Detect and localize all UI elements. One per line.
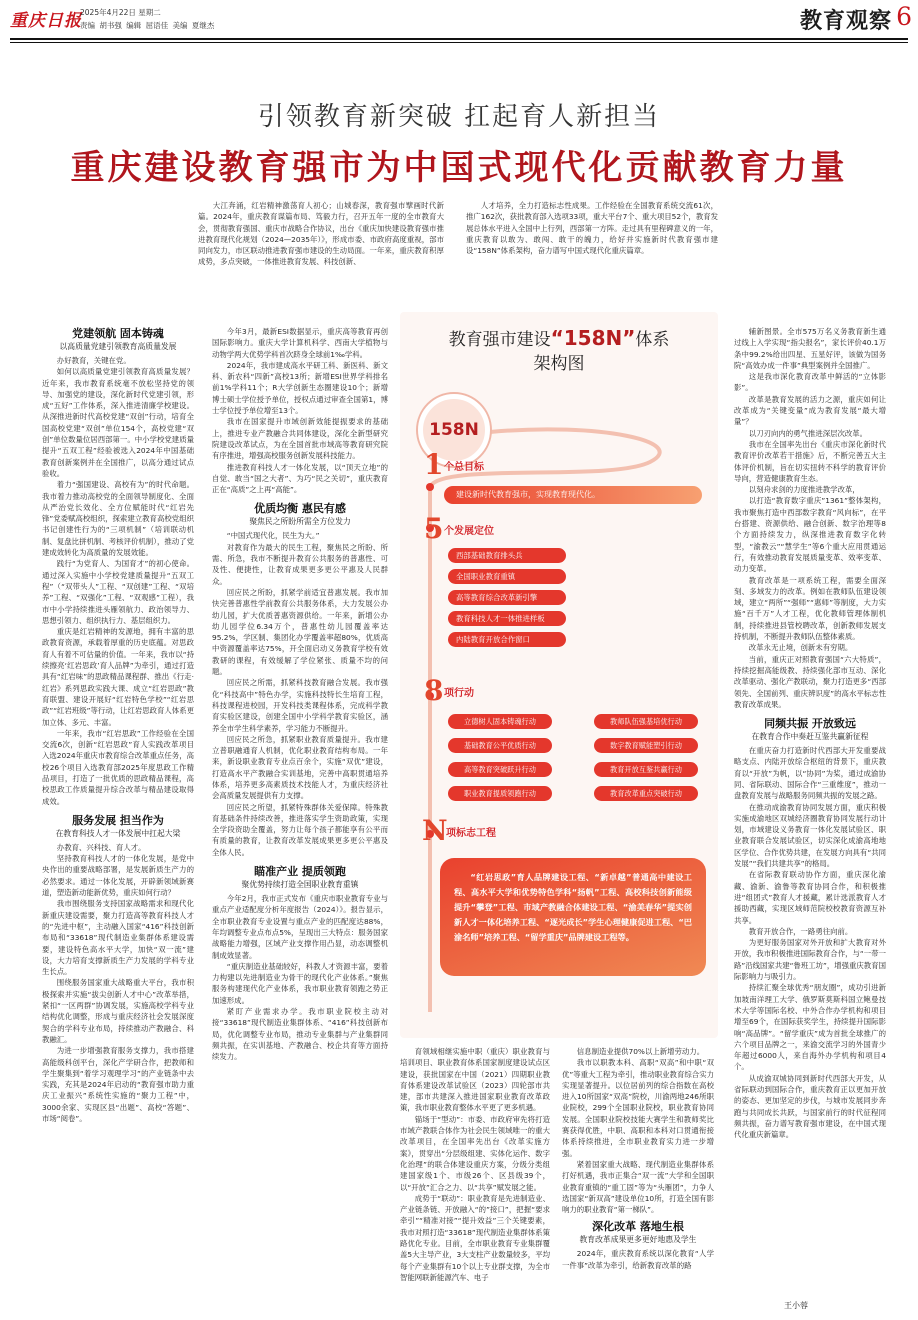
projects-box <box>440 858 706 976</box>
positioning-item: 内陆教育开放合作窗口 <box>448 632 566 647</box>
paragraph: 一年来，我市“红岩思政”工作经验在全国交流6次，创新“红岩思政”育人实践改革项目入选2024年重庆市教育综合改革重点任务，高校26个项目入选教育部2025年度思政工作精品项目，打造了一批优质的思政精品课程，高校思政工作质量提升综合改革与精品建设取得成效。 <box>42 728 194 806</box>
paragraph: 成势于“联动”：职业教育是先进制造业、产业链条链、开放融入“的”接口”，把握“要求牵引”“精准对接”“提升效益”三个关键要素，我市对照打造“33618”现代制造业集群体系策路优化专业。目前，全市职业教育专业集群覆盖5大主导产业，3大支柱产业数量较多，平均每个产业集群有10个以上专业群支撑，为全市智能网联新能源汽车、电子 <box>400 1193 550 1282</box>
projects-number: N <box>422 814 448 847</box>
issue-date: 2025年4月22日 星期二 <box>80 8 161 17</box>
paragraph: 回应民之所急，抓紧职业教育质量提升。我市建立普职融通育人机制，优化职业教育结构布局。一年来，新设职业教育专业点百余个，实施“双优”建设，打造高水平产教融合实训基地，完善中高职贯通培养体系，培养更多高素质技术技能人才，为重庆经济社会高质量发展提供有力支撑。 <box>212 734 388 801</box>
paragraph: 以刀刃向内的勇气推进深层次改革。 <box>748 428 868 438</box>
paragraph: 回应民之所望，抓紧特殊群体关爱保障。特殊教育基础条件持续改善，推进落实学生资助政策，实现全学段资助全覆盖，努力让每个孩子都能享有公平而有质量的教育，让教育改革发展成果更多更公平惠及全体人民。 <box>212 802 388 857</box>
paragraph: 改革永无止境，创新未有穷期。 <box>748 643 853 653</box>
paragraph: 为进一步增强教育服务支撑力，我市搭建高能级科创平台，深化产学研合作，把教师和学生聚集到“着学习观理学习”的产业链条中去实践，充其是2024年启动的“教育强市助力重庆工业振兴”系统性实施的“聚力工程”中，3000余家、实现区县“出题”、高校“答题”、市场“阅卷”。 <box>42 1046 194 1123</box>
action-item: 数字教育赋能塑引行动 <box>594 738 698 753</box>
action-item: 教育开放互鉴共赢行动 <box>594 762 698 777</box>
paragraph: 在推动成渝教育协同发展方面，重庆积极实施成渝地区双城经济圈教育协同发展行动计划，市域建设义务教育一体化发展试验区、职业教育联合发展试验区，切实深化成渝高地地区学位、合作优势共建，在发展方向具有“共同发展”“我们共建共享”的格局。 <box>734 802 886 869</box>
paragraph: 坚持教育科技人才的一体化发展，是党中央作出的重要战略部署，是发展新质生产力的必然要求。通过一体化发展，开辟新领域新赛道，塑造新动能新优势，重庆如何行动？ <box>42 854 194 898</box>
infographic-title-highlight: “158N” <box>550 326 636 350</box>
paragraph: 当前，重庆正对照教育强国“六大特质”，持续挖掘高能级教、持续强化部市互动、深化改革驱动、强化产教联动，聚力打造更多“西部领先、全国前列、重庆辨识度”的高水平标志性教育改革成果。 <box>734 654 886 709</box>
paragraph: 推进教育科技人才一体化发展，以“顶天立地”的自觉、敢当“国之大者”、为巧“民之关切”，重庆教育正在“高质”之上再“高能”。 <box>212 462 388 495</box>
paragraph: 以刻舟求剑的力度推进教学改革， <box>748 485 860 495</box>
badge-label: 158N <box>429 420 479 440</box>
section-title: 同频共振 开放致远 <box>764 717 856 731</box>
paragraph: 紧着国家重大战略、现代制造业集群体系打好机遇，我市正集合“双一流”大学和全国职业教育重镇的“重工固”等为“头雁团”，力争人选国家“新双高”建设单位10所，打造全国有影响力的职业教育“第一梯队”。 <box>562 1159 714 1215</box>
paragraph: 紧盯产业需求办学。我市职业院校主动对接“33618”现代制造业集群体系、“416”科技创新布局，优化调整专业布局，推动专业集群与产业集群同频共振，在实训基地、产教融合、校企共育等方面持续发力。 <box>212 1007 388 1062</box>
section-title: 党建领航 固本铸魂 <box>72 327 164 340</box>
paragraph: 教育改革是一项系统工程，需要全面深刻、多域发力的改革。例如在教师队伍建设领域，建立“两所”“强师”“惠师”等制度，大力实施“百千万”人才工程，优化教师管理体制机制，持续推进县管校聘改革，创新教师发展支持机制，不断提升教师队伍整体素质。 <box>734 575 886 642</box>
editor-credits: 责编 胡书强 编辑 屈语佳 美编 夏继杰 <box>80 21 215 30</box>
paragraph: 今年2月，我市正式发布《重庆市职业教育专业与重点产业适配度分析年度报告（2024）》。报告显示，全市职业教育专业设置与重点产业的匹配度达88%，年均调整专业点布点5%，呈现出三大特点：服务国家战略能力增强，区域产业支撑作用凸显，动态调整机制成效显著。 <box>212 894 388 960</box>
section-subtitle: 在教育合作中奏赶互鉴共赢新征程 <box>751 732 869 742</box>
paragraph: 我市在国家提升市域创新效能提振要求的基础上，推进专业产教融合共同体建设，深化全新型研究院建设改革试点，为在全国首批市域高等教育研究院有序推进，增强高校服务创新发展科技能力。 <box>212 417 388 461</box>
paragraph: 育领域相继实施中职（重庆）职业教育与培训项目、职业教育体系国家制度建设试点区建设，获批国家在中国（2021）四期职业教育体系建设改革试验区（2023）四轮部市共建，部市共建深入推进国家职业教育改革政策，我市职业教育整体水平更了更多机遇。 <box>400 1047 550 1113</box>
column-c1 <box>400 1046 550 1296</box>
paragraph: 辅新图景。全市575万名义务教育新生通过线上入学实现“指尖报名”，家长评价40.1万条中99.2%给出四星、五星好评，该做为国务院“高效办成一件事”典型案例并全国推广。 <box>734 327 886 370</box>
paragraph: 如何以高质量党建引领教育高质量发展？近年来，我市教育系统毫不放松坚持党的领导、加强党的建设，深化新时代党建引领，形成“五好”工作体系，深入推进清廉学校建设。从深推进新时代高校党建“双创”行动，培育全国高校党建“双创”单位154个，高校党建“双创”单位数量位居西部第一。中小学校党建质量提升“五双工程”经验被选入2024年中国基础教育创新案例并在全国推广，以高分通过试点验收。 <box>42 367 194 478</box>
intro-paragraph: 大江奔涌，红岩精神激荡育人初心；山城春深，教育强市擘画时代新篇。2024年，重庆教育谋篇布局、笃毅力行，召开五年一度的全市教育大会，贯彻教育强国、重庆市战略合作协议，出台《重庆加快建设教育强市推进教育现代化规划（2024—2035年）》，形成市委、市政府高度重视，部市同向发力，市区联动推进教育强市建设的生动局面。一年来，重庆教育积厚成势，多点突破，一体推进教育发展、科技创新、 <box>198 201 444 267</box>
author-byline: 王小蓉 <box>784 1301 808 1310</box>
infographic-title-part: 架构图 <box>533 354 585 374</box>
action-item: 立德树人固本铸魂行动 <box>448 714 552 729</box>
article-kicker: 引领教育新突破 扛起育人新担当 <box>257 102 661 132</box>
column-d <box>734 326 886 1296</box>
paragraph: 教育开放合作，一路勇往向前。 <box>748 926 853 936</box>
paragraph: 在省际教育联动协作方面，重庆深化渝藏、渝新、渝鲁等教育协同合作，和积极推进“组团式”教育人才援藏，累计选派教育人才援助西藏，实现区域师范院校校教育资源互补共享。 <box>734 870 886 925</box>
goal-heading: 个总目标 <box>444 462 484 473</box>
paragraph: 这是我市深化教育改革中鲜活的“立体影影”。 <box>734 372 886 393</box>
column-a <box>42 326 194 1294</box>
positioning-item: 高等教育综合改革新引擎 <box>448 590 566 605</box>
paragraph: 重庆是红岩精神的发源地，拥有丰富的思政教育资源，承载着厚重的历史底蕴。对思政育人有着不可估量的价值。一年来，我市以“持续擦亮‘红岩思政’育人品牌”为牵引，通过打造具有“红岩味”的思政精品课程群、推出《行走·红岩》系列思政实践大课、成立“红岩思政”教育联盟、建设开展好“红岩特色学校”“红岩思政”“红岩班级”等行动，让红岩思政育人体系更加立体、多元、丰富。 <box>42 627 194 727</box>
projects-text: “红岩思政”育人品牌建设工程、“新卓越”普通高中建设工程、高水平大学和优势特色学科“扬帆”工程、高校科技创新能级提升“攀登”工程、市域产教融合体建设工程、“渝美春华”提实创新人才一体化培养工程、“逐光成长”学生心理健康促进工程、“巴渝名师”培养工程、“留学重庆”品牌建设工程等。 <box>454 872 692 942</box>
paragraph: 持续汇聚全球优秀“朋友圈”，成功引进新加坡南洋理工大学、俄罗斯莫斯科国立鲍曼技术大学等国际名校、中外合作办学机构和项目增至69个，在国际获奖学生，持续提升国际影响“高品牌”。“留学重庆”成为首批全球推广的六个项目品牌之一，来渝交流学习的外国青少年超过6000人，来自海外办学机构和项目4个。 <box>734 983 886 1072</box>
paragraph: 改革是教育发展的活力之源，重庆如何让改革成为“关键变量”成为教育发展“最大增量”？ <box>734 394 886 427</box>
paragraph: 信息制造业提供70%以上新增劳动力。 <box>576 1047 705 1056</box>
goal-bar: 建设新时代教育强市，实现教育现代化。 <box>444 486 702 504</box>
paragraph: 围绕服务国家重大战略重大平台，我市积极探索并实施“拔尖创新人才中心”改革举措，紧扣“一区两群”协调发展，实施高校学科专业结构优化调整，形成与重庆经济社会发展深度契合的学科专业布局，持续推动产教融合、科教融汇。 <box>42 978 194 1044</box>
paragraph: 今年3月，最新ESI数据显示，重庆高等教育再创国际影响力。重庆大学计算机科学、西南大学植物与动物学两大优势学科首次跻身全球前1‰学科。 <box>212 327 388 359</box>
paragraph: 回应民之所盼，抓紧学前适宜普惠发展。我市加快完善普惠性学前教育公共服务体系，大力发展公办幼儿园，扩大优质普惠资源供给。一年来，新增公办幼儿园学位6.34万个，普惠性幼儿园覆盖率达95.2%，学区制、集团化办学覆盖率超80%，优质高中资源覆盖率达75%，开全面启动义务教育学校有效教研的课程，有效缓解了学位紧张、质量不均的问题。 <box>212 587 388 677</box>
positioning-number: 5 <box>424 512 444 545</box>
paragraph: 在重庆奋力打造新时代西部大开发重要战略支点、内陆开放综合枢纽的背景下，重庆教育以“开放”为帆，以“协同”为桨，通过成渝协同、省际联动、国际合作“三重维度”，推动一盘教育发展与战略服务同频共振的发展之路。 <box>734 746 886 801</box>
actions-heading: 项行动 <box>444 688 474 699</box>
newspaper-logo: 重庆日报 <box>10 11 82 31</box>
action-item: 职业教育提质领跑行动 <box>448 786 552 801</box>
paragraph: 我市在全国率先出台《重庆市深化新时代教育评价改革若干措施》后，不断完善五大主体评价机制，旨在切实扭转不科学的教育评价导向，营造健康教育生态。 <box>734 439 886 483</box>
paragraph: 对教育作为最大的民生工程，聚焦民之所盼、所需、所急，我市不断提升教育公共服务的普惠性、可及性、便捷性，让教育成果更多更公平惠及人民群众。 <box>212 542 388 586</box>
infographic-title-part: 体系 <box>635 330 670 350</box>
action-item: 基础教育公平优质行动 <box>448 738 552 753</box>
section-subtitle: 聚焦民之所盼所需全方位发力 <box>249 517 351 527</box>
section-title: 深化改革 落地生根 <box>592 1220 684 1234</box>
action-item: 教育改革重点突破行动 <box>594 786 698 801</box>
paragraph: 我市围绕服务支持国家战略需求和现代化新重庆建设需要，聚力打造高等教育科技人才的“先进中枢”，主动融入国家“416”科技创新布局和“33618”现代制造业集群体系建设需要，建设特色高水平大学，加快“双一流”建设，大力培育支撑新质生产力发展的学科专业生长点。 <box>42 899 194 977</box>
positioning-heading: 个发展定位 <box>444 526 494 537</box>
paragraph: 着力“强国建设、高校有为”的时代命题。我市着力推动高校党的全面领导制度化、全面从严治党长效化、全方位赋能时代“红岩先锋”党委赋高校组织，探索建立教育高校党组织书记创建性行为的“三项机制”（培训联动机制、复盘比拼机制、考核评价机制），推动了党建成效转化为高质量的发展效能。 <box>42 480 194 558</box>
paragraph: “重庆制造业基础较好，科教人才资源丰富，要着力构建以先进制造业为骨干的现代化产业体系。”聚焦服务构建现代化产业体系，我市职业教育领跑之势正加速形成。 <box>212 961 388 1005</box>
paragraph: 2024年，我市建成高水平研工科、新医科、新文科、新农科“四新”高校13所；新增ESI世界学科排名前1%学科11个；R大学创新生态圈建设10个；新增博士硕士学位授予单位，授权点通过审查全国第1，博士学位授予单位增至13个。 <box>212 360 388 416</box>
section-subtitle: 教育改革成果更多更好地惠及学生 <box>579 1235 697 1245</box>
column-c2 <box>562 1046 714 1296</box>
masthead <box>0 0 918 46</box>
positioning-item: 教育科技人才一体推进样板 <box>448 611 566 626</box>
paragraph: 办教育、兴科技、育人才。 <box>56 842 146 852</box>
goal-number: 1 <box>424 448 444 481</box>
paragraph: 我市以职教本科、高职“双高”和中职“双优”等重大工程为牵引，推动职业教育综合实力实现显著提升。以位居前列的综合指数在高校进入10所国家“双高”院校，川渝两地246所职业院校，299个全国职业院校，职业教育协同发展。全国职业院校技能大赛学生和教师奖比赛获得优胜，中职、高职和本科对口贯通衔接体系持续推进，全市职业教育实力进一步增强。 <box>562 1058 714 1158</box>
paragraph: 从成渝双城协同到新时代西部大开发，从省际联动到国际合作，重庆教育正以更加开放的姿态、更加坚定的步伐，与城市发展同步奔跑与共同成长共跃，与国家前行的时代征程同频共振，奋力谱写教育强市建设，在中国式现代化重庆新篇章。 <box>734 1073 886 1140</box>
infographic-title-part: 教育强市建设 <box>448 330 551 350</box>
framework-infographic <box>400 312 718 1038</box>
positioning-item: 全国职业教育重镇 <box>448 569 566 584</box>
section-subtitle: 聚优势持续打造全国职业教育重镇 <box>241 880 359 890</box>
masthead-rule-thin <box>10 42 908 43</box>
projects-heading: 项标志工程 <box>446 828 496 839</box>
page-number: 6 <box>896 2 912 31</box>
intro-column-1 <box>198 200 444 280</box>
section-subtitle: 以高质量党建引领教育高质量发展 <box>59 342 177 351</box>
paragraph: “中国式现代化，民生为大。” <box>226 531 320 541</box>
intro-paragraph: 人才培养，全力打造标志性成果。工作经验在全国教育系统交流61次，推广162次，获批教育部入选项33项，重大平台7个、重大项目52个，教育发展总体水平进入全国中上行列，西部第一方阵。走过具有里程碑意义的一年，重庆教育以敢为、敢闯、敢干的魄力，给好并实施新时代教育强市建设“158N”体系架构，奋力谱写中国式现代化重庆篇章。 <box>466 201 718 256</box>
column-b <box>212 326 388 1294</box>
section-subtitle: 在教育科技人才一体发展中扛起大梁 <box>55 828 181 838</box>
action-item: 高等教育突破跃升行动 <box>448 762 552 777</box>
section-title: 服务发展 担当作为 <box>72 813 164 827</box>
paragraph: 以打造“教育数字重庆”1361”整体架构，我市聚焦打造中西部数字教育“风向标”，在平台搭建、资源供给、融合创新、数字治理等8个方面持续发力，纵深推进教育数字化转型，“渝教云”“慧学生”等6个重大应用贯通运行，有效推动教育发展质量变革、效率变革、动力变革。 <box>734 496 886 574</box>
paragraph: 为更好服务国家对外开放和扩大教育对外开放，我市积极推进国际教育合作，与“一带一路”沿线国家共建“鲁班工坊”，增强重庆教育国际影响力与吸引力。 <box>734 938 886 982</box>
intro-column-2 <box>466 200 718 280</box>
action-item: 教师队伍强基培优行动 <box>594 714 698 729</box>
section-title: 优质均衡 惠民有感 <box>254 502 346 516</box>
paragraph: 回应民之所需，抓紧科技教育融合发展。我市强化“科技高中”特色办学，实施科技特长生培育工程，科技课程进校园，开发科技类课程体系，完成科学教育实验区建设，创建全国中小学科学教育实验区，涵养全市学生科学素养，学习能力不断提升。 <box>212 678 388 733</box>
paragraph: 锚场于“型动”：市委、市政府审先将打造市域产教联合体作为社会民生领域唯一的重大改革项目，在全国率先出台《改革实施方案》，贯穿出“分层级组建、实体化运作、数字化治理”的联合体建设重庆方案，分级分类组建国家级1个、市级26个、区县级39个，以“开放”汇合之力、以“共享”赋发展之能。 <box>400 1114 550 1192</box>
masthead-rule <box>10 38 908 40</box>
article-headline: 重庆建设教育强市为中国式现代化贡献教育力量 <box>70 148 848 188</box>
paragraph: 践行“为党育人、为国育才”的初心使命。通过深入实施中小学校党建质量提升“五双工程”（“双带头人”工程、“双创建”工程、“双培养”工程、“双强化”工程、“双观感”工程），我市中小学持续推进头雁领航力、政治领导力、思想引领力、组织执行力、基层组织力。 <box>42 559 194 625</box>
paragraph: 办好教育，关键在党。 <box>56 356 131 365</box>
section-title: 瞄准产业 提质领跑 <box>254 865 346 879</box>
positioning-item: 西部基础教育排头兵 <box>448 548 566 563</box>
section-name: 教育观察 <box>799 8 892 34</box>
actions-number: 8 <box>424 674 444 707</box>
paragraph: 2024年，重庆教育系统以深化教育“人学一件事”改革为牵引，给新教育改革的路 <box>562 1249 714 1270</box>
